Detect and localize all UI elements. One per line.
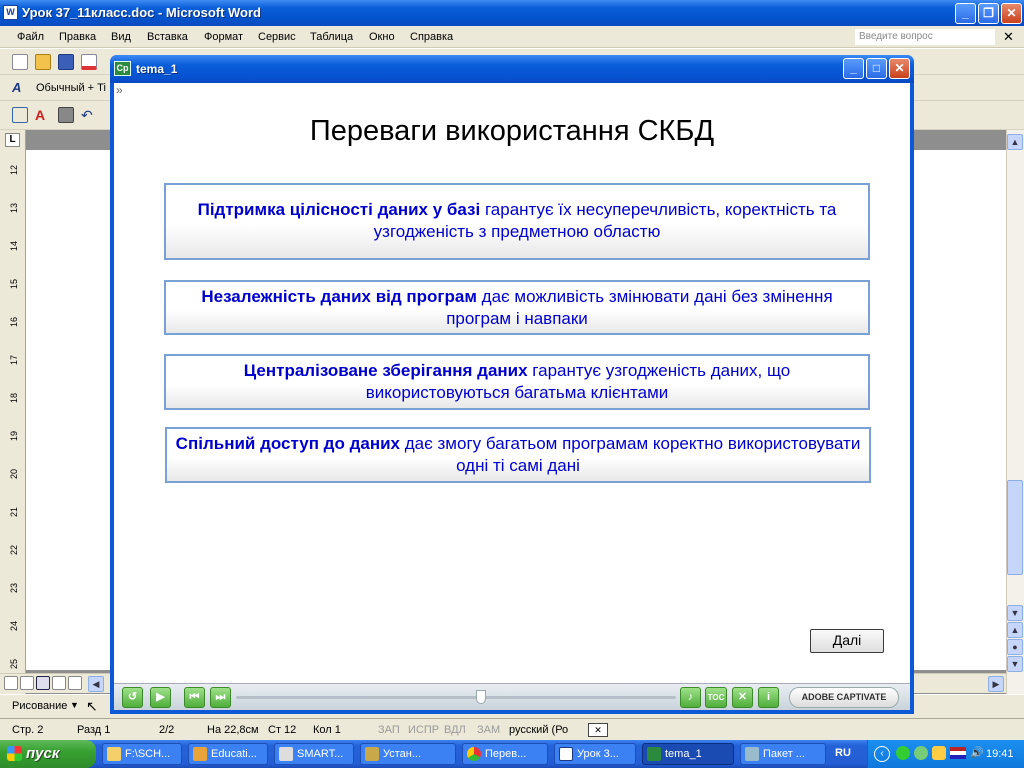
task-label: Пакет ... xyxy=(763,748,805,760)
scroll-down-button[interactable]: ▼ xyxy=(1007,605,1023,621)
wordart-icon[interactable]: A xyxy=(35,107,46,123)
network-icon[interactable] xyxy=(932,746,946,760)
menu-view[interactable]: Вид xyxy=(111,31,131,43)
advantage-box-independence xyxy=(164,280,870,335)
status-column: Кол 1 xyxy=(313,724,341,736)
print-view-icon[interactable] xyxy=(36,676,50,690)
captivate-title-bar xyxy=(110,55,914,83)
windows-logo-icon xyxy=(7,746,22,761)
captivate-maximize-button[interactable]: □ xyxy=(866,58,887,79)
restore-button[interactable]: ❐ xyxy=(978,3,999,24)
word-window-title: Урок 37_11класс.doc - Microsoft Word xyxy=(22,5,262,20)
ruler-number: 24 xyxy=(9,620,20,632)
tab-selector[interactable]: L xyxy=(5,133,20,147)
advantage-heading: Спільний доступ до даних xyxy=(175,434,401,453)
word-menubar xyxy=(0,26,1024,48)
captivate-playbar xyxy=(114,683,910,710)
document-page-right[interactable] xyxy=(910,150,1006,670)
web-view-icon[interactable] xyxy=(20,676,34,690)
taskbar-item[interactable] xyxy=(462,743,548,765)
prev-page-button[interactable]: ▲ xyxy=(1007,622,1023,638)
ruler-number: 16 xyxy=(9,316,20,328)
close-button[interactable]: ✕ xyxy=(1001,3,1022,24)
vertical-scrollbar[interactable] xyxy=(1006,130,1024,695)
status-section: Разд 1 xyxy=(77,724,111,736)
status-trk[interactable]: ИСПР xyxy=(408,724,440,736)
system-tray xyxy=(867,740,1024,768)
reading-view-icon[interactable] xyxy=(68,676,82,690)
task-label: F:\SCH... xyxy=(125,748,171,760)
ruler-number: 18 xyxy=(9,392,20,404)
task-label: SMART... xyxy=(297,748,344,760)
status-rec[interactable]: ЗАП xyxy=(378,724,400,736)
normal-view-icon[interactable] xyxy=(4,676,18,690)
menu-tools[interactable]: Сервис xyxy=(258,31,296,43)
styles-pane-icon[interactable]: A xyxy=(12,80,22,95)
slide-title: Переваги використання СКБД xyxy=(309,115,715,147)
taskbar xyxy=(0,740,1024,768)
taskbar-item[interactable] xyxy=(102,743,182,765)
progress-track[interactable] xyxy=(236,696,676,699)
menu-edit[interactable]: Правка xyxy=(59,31,97,43)
minimize-button[interactable]: _ xyxy=(955,3,976,24)
status-page: Стр. 2 xyxy=(12,724,44,736)
status-position: На 22,8см xyxy=(207,724,259,736)
status-ovr[interactable]: ЗАМ xyxy=(477,724,501,736)
advantage-heading: Централізоване зберігання даних xyxy=(243,361,528,380)
word-app-icon[interactable]: W xyxy=(3,5,18,20)
ruler-number: 15 xyxy=(9,278,20,290)
chrome-icon xyxy=(467,747,481,761)
volume-icon[interactable]: 🔊 xyxy=(970,747,984,759)
next-page-button[interactable]: ▼ xyxy=(1007,656,1023,672)
word-icon xyxy=(559,747,573,761)
antivirus-icon[interactable] xyxy=(914,746,928,760)
taskbar-item[interactable] xyxy=(274,743,354,765)
permission-icon[interactable] xyxy=(81,54,97,70)
captivate-icon xyxy=(647,747,661,761)
menu-table[interactable]: Таблица xyxy=(310,31,354,43)
status-language: русский (Ро xyxy=(509,724,569,736)
app-icon xyxy=(193,747,207,761)
ruler-number: 14 xyxy=(9,240,20,252)
save-icon[interactable] xyxy=(58,54,74,70)
advantage-text: гарантує їх несуперечливість, коректність та узгодженість з предметною областю xyxy=(373,200,837,241)
style-selector[interactable]: Обычный + Ti xyxy=(36,82,106,94)
start-button[interactable] xyxy=(0,740,96,768)
adobe-captivate-logo[interactable]: ADOBE CAPTIVATE xyxy=(789,687,899,708)
edit-pen-icon[interactable] xyxy=(12,107,28,123)
vertical-scroll-thumb[interactable] xyxy=(1007,480,1023,575)
ruler-number: 19 xyxy=(9,430,20,442)
ruler-number: 17 xyxy=(9,354,20,366)
audio-icon[interactable]: ♪ xyxy=(680,687,701,708)
captivate-app-icon[interactable]: Cp xyxy=(114,61,131,76)
ruler-number: 25 xyxy=(9,658,20,670)
start-label: пуск xyxy=(26,745,60,762)
scroll-left-button[interactable]: ◀ xyxy=(88,676,104,692)
slide-content xyxy=(114,83,910,683)
advantage-heading: Підтримка цілісності даних у базі xyxy=(197,200,481,219)
menu-window[interactable]: Окно xyxy=(369,31,395,43)
play-icon[interactable]: ▶ xyxy=(150,687,171,708)
info-icon[interactable]: i xyxy=(758,687,779,708)
taskbar-item[interactable] xyxy=(188,743,268,765)
captivate-window xyxy=(110,55,914,714)
advantage-text: дає можливість змінювати дані без змінення програм і навпаки xyxy=(446,287,833,328)
menu-help[interactable]: Справка xyxy=(410,31,454,43)
status-line: Ст 12 xyxy=(268,724,297,736)
advantage-text: гарантує узгодженість даних, що використовуються багатьма клієнтами xyxy=(365,361,791,402)
ruler-number: 22 xyxy=(9,544,20,556)
drawing-menu-button[interactable]: Рисование xyxy=(12,700,68,712)
ruler-number: 23 xyxy=(9,582,20,594)
language-indicator[interactable]: RU xyxy=(835,747,851,759)
chevrons-icon[interactable]: » xyxy=(116,83,123,97)
back-icon[interactable]: ⏮ xyxy=(184,687,205,708)
status-pages: 2/2 xyxy=(159,724,175,736)
menu-file[interactable]: Файл xyxy=(17,31,45,43)
advantage-box-centralized xyxy=(164,354,870,410)
next-button[interactable]: Далі xyxy=(810,629,884,653)
ruler-number: 20 xyxy=(9,468,20,480)
status-ext[interactable]: ВДЛ xyxy=(444,724,466,736)
taskbar-item[interactable] xyxy=(740,743,826,765)
advantage-box-shared xyxy=(165,427,871,483)
forward-icon[interactable]: ⏭ xyxy=(210,687,231,708)
scroll-up-button[interactable]: ▲ xyxy=(1007,134,1023,150)
folder-icon xyxy=(107,747,121,761)
captivate-minimize-button[interactable]: _ xyxy=(843,58,864,79)
select-pointer-icon[interactable]: ↖ xyxy=(86,698,98,714)
advantage-box-integrity xyxy=(164,183,870,260)
task-label: Устан... xyxy=(383,748,422,760)
scroll-right-button[interactable]: ▶ xyxy=(988,676,1004,692)
security-icon[interactable] xyxy=(896,746,910,760)
spelling-status-icon[interactable]: ✕ xyxy=(588,723,608,737)
dropdown-arrow-icon[interactable]: ▼ xyxy=(70,700,79,710)
taskbar-item[interactable] xyxy=(360,743,456,765)
word-title-bar xyxy=(0,0,1024,26)
installer-icon xyxy=(365,747,379,761)
clock[interactable]: 19:41 xyxy=(986,748,1014,760)
word-status-bar xyxy=(0,718,1024,740)
task-label: Перев... xyxy=(485,748,527,760)
ruler-number: 13 xyxy=(9,202,20,214)
help-search-input[interactable]: Введите вопрос xyxy=(855,29,995,45)
vertical-ruler xyxy=(0,130,26,695)
exit-icon[interactable]: ✕ xyxy=(732,687,753,708)
taskbar-item-active[interactable] xyxy=(642,743,734,765)
captivate-close-button[interactable]: ✕ xyxy=(889,58,910,79)
picture-icon[interactable] xyxy=(58,107,74,123)
task-label: Educati... xyxy=(211,748,257,760)
undo-icon[interactable]: ↶ xyxy=(81,107,93,123)
expand-tray-icon[interactable]: ‹ xyxy=(874,746,890,762)
select-browse-object-button[interactable]: ● xyxy=(1007,639,1023,655)
advantage-heading: Незалежність даних від програм xyxy=(201,287,477,306)
package-icon xyxy=(745,747,759,761)
close-document-icon[interactable]: ✕ xyxy=(1003,29,1014,44)
captivate-window-title: tema_1 xyxy=(136,62,178,76)
outline-view-icon[interactable] xyxy=(52,676,66,690)
flag-icon[interactable] xyxy=(950,747,966,759)
open-folder-icon[interactable] xyxy=(35,54,51,70)
menu-format[interactable]: Формат xyxy=(204,31,244,43)
toc-button[interactable]: TOC xyxy=(705,687,727,708)
new-document-icon[interactable] xyxy=(12,54,28,70)
rewind-icon[interactable]: ↺ xyxy=(122,687,143,708)
menu-insert[interactable]: Вставка xyxy=(147,31,188,43)
document-page[interactable] xyxy=(26,150,111,670)
advantage-text: дає змогу багатьом програмам коректно використовувати одні ті самі дані xyxy=(400,434,861,475)
taskbar-item[interactable] xyxy=(554,743,636,765)
ruler-number: 12 xyxy=(9,164,20,176)
ruler-number: 21 xyxy=(9,506,20,518)
task-label: tema_1 xyxy=(665,748,702,760)
task-label: Урок 3... xyxy=(577,748,619,760)
app-icon xyxy=(279,747,293,761)
progress-knob[interactable] xyxy=(476,690,486,704)
